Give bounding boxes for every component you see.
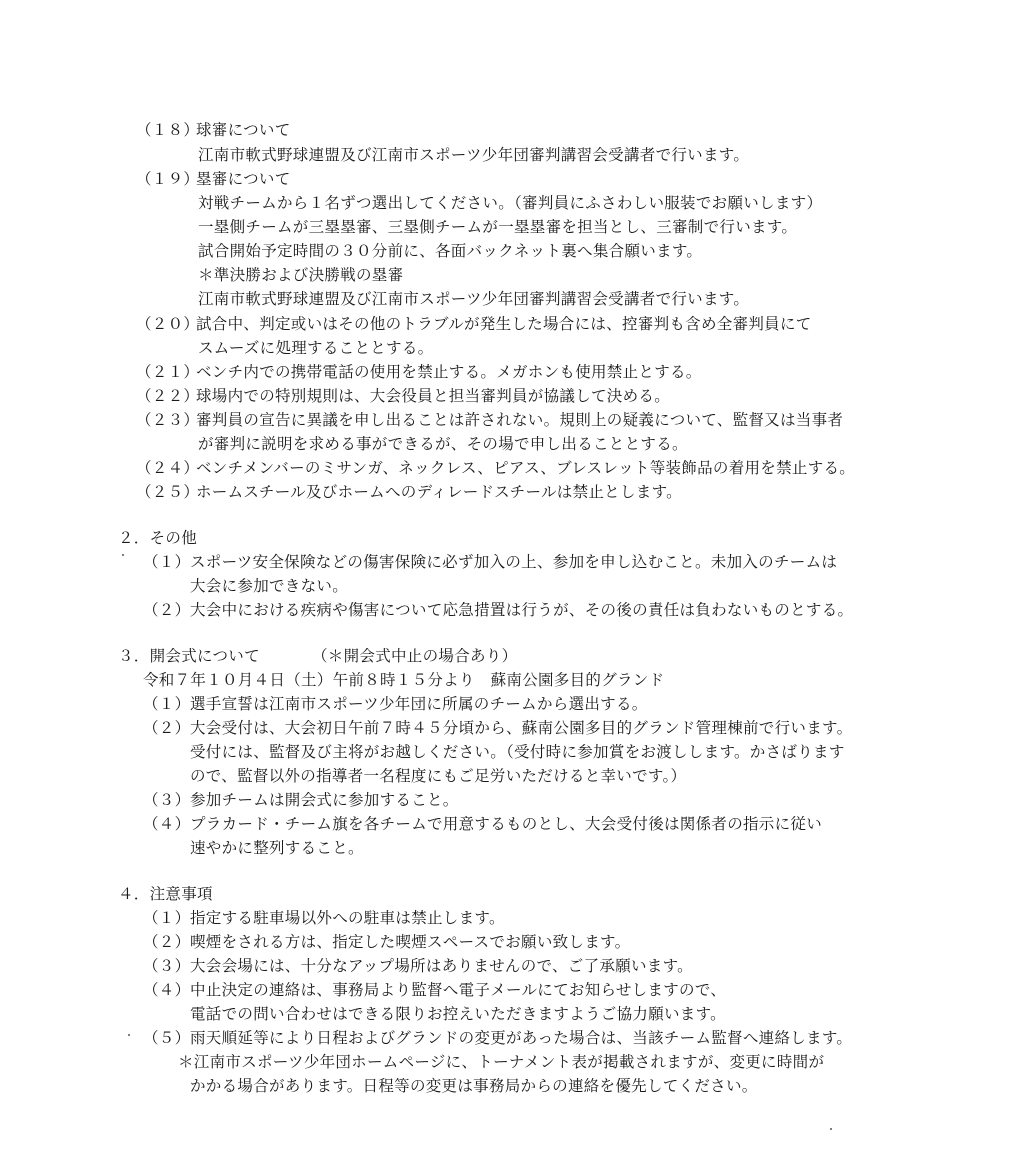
notes-item-1-text: 指定する駐車場以外への駐車は禁止します。 — [190, 909, 505, 927]
opening-item-4-continuation: 速やかに整列すること。 — [190, 839, 364, 857]
item-18-line: 江南市軟式野球連盟及び江南市スポーツ少年団審判講習会受講者で行います。 — [198, 146, 750, 164]
item-22-number: （２２） — [136, 387, 200, 405]
item-21-text: ベンチ内での携帯電話の使用を禁止する。メガホンも使用禁止とする。 — [196, 363, 702, 381]
opening-date: 令和７年１０月４日（土）午前８時１５分より 蘇南公園多目的グランド — [143, 671, 665, 689]
notes-item-5-text: 雨天順延等により日程およびグランドの変更があった場合は、当該チーム監督へ連絡します。 — [190, 1029, 853, 1047]
opening-item-2-continuation: 受付には、監督及び主将がお越しください。（受付時に参加賞をお渡しします。かさばります — [190, 743, 845, 761]
item-20-number: （２０） — [136, 315, 200, 333]
opening-item-4-number: （４） — [143, 815, 191, 833]
notes-item-4-continuation: 電話での問い合わせはできる限りお控えいただきますようご協力願います。 — [190, 1005, 726, 1023]
item-20-text: 試合中、判定或いはその他のトラブルが発生した場合には、控審判も含め全審判員にて — [196, 315, 812, 333]
opening-item-1-number: （１） — [143, 695, 191, 713]
opening-item-2-text: 大会受付は、大会初日午前７時４５分頃から、蘇南公園多目的グランド管理棟前で行います。 — [190, 719, 853, 737]
item-23-number: （２３） — [136, 411, 200, 429]
item-20-continuation: スムーズに処理することとする。 — [198, 339, 434, 357]
opening-note: （＊開会式中止の場合あり） — [312, 647, 518, 665]
notes-item-3-number: （３） — [143, 957, 191, 975]
item-19-line: 江南市軟式野球連盟及び江南市スポーツ少年団審判講習会受講者で行います。 — [198, 290, 750, 308]
item-19-title: 塁審について — [196, 170, 291, 188]
other-item-1-number: （１） — [143, 553, 191, 571]
notes-item-4-number: （４） — [143, 981, 191, 999]
item-19-line: 対戦チームから１名ずつ選出してください。（審判員にふさわしい服装でお願いします） — [198, 194, 823, 212]
notes-item-4-text: 中止決定の連絡は、事務局より監督へ電子メールにてお知らせしますので、 — [190, 981, 727, 999]
opening-item-4-text: プラカード・チーム旗を各チームで用意するものとし、大会受付後は関係者の指示に従い — [190, 815, 823, 833]
scan-speck — [830, 1128, 832, 1130]
other-item-1-text: スポーツ安全保険などの傷害保険に必ず加入の上、参加を申し込むこと。未加入のチームは — [190, 553, 838, 571]
opening-item-2-continuation: ので、監督以外の指導者一名程度にもご足労いただけると幸いです。） — [190, 767, 687, 785]
item-18-title: 球審について — [196, 121, 291, 139]
item-19-line: 一塁側チームが三塁塁審、三塁側チームが一塁塁審を担当とし、三審制で行います。 — [198, 218, 798, 236]
notes-item-2-number: （２） — [143, 933, 191, 951]
scan-speck — [128, 1034, 130, 1036]
opening-item-1-text: 選手宣誓は江南市スポーツ少年団に所属のチームから選出する。 — [190, 695, 648, 713]
other-item-2-number: （２） — [143, 601, 191, 619]
notes-item-5-continuation: ＊江南市スポーツ少年団ホームページに、トーナメント表が掲載されますが、変更に時間が — [178, 1053, 825, 1071]
notes-item-5-number: （５） — [143, 1029, 191, 1047]
section-heading: ４．注意事項 — [118, 885, 213, 903]
item-21-number: （２１） — [136, 363, 200, 381]
section-heading: ２．その他 — [118, 529, 198, 547]
notes-item-3-text: 大会会場には、十分なアップ場所はありませんので、ご了承願います。 — [190, 957, 693, 975]
notes-item-5-continuation: かかる場合があります。日程等の変更は事務局からの連絡を優先してください。 — [190, 1077, 758, 1095]
opening-item-2-number: （２） — [143, 719, 191, 737]
other-item-1-continuation: 大会に参加できない。 — [190, 577, 349, 595]
section-heading: ３．開会式について — [118, 647, 260, 665]
item-25-text: ホームスチール及びホームへのディレードスチールは禁止とします。 — [196, 483, 682, 501]
opening-item-3-number: （３） — [143, 791, 191, 809]
item-25-number: （２５） — [136, 483, 200, 501]
item-24-number: （２４） — [136, 459, 200, 477]
item-18-number: （１８） — [136, 121, 200, 139]
item-19-number: （１９） — [136, 170, 200, 188]
notes-item-1-number: （１） — [143, 909, 191, 927]
opening-item-3-text: 参加チームは開会式に参加すること。 — [190, 791, 459, 809]
item-19-line: ＊準決勝および決勝戦の塁審 — [198, 266, 404, 284]
item-24-text: ベンチメンバーのミサンガ、ネックレス、ピアス、ブレスレット等装飾品の着用を禁止する。 — [196, 459, 856, 477]
notes-item-2-text: 喫煙をされる方は、指定した喫煙スペースでお願い致します。 — [190, 933, 631, 951]
item-22-text: 球場内での特別規則は、大会役員と担当審判員が協議して決める。 — [196, 387, 671, 405]
item-23-continuation: が審判に説明を求める事ができるが、その場で申し出ることとする。 — [198, 435, 688, 453]
scan-speck — [122, 554, 124, 556]
other-item-2-text: 大会中における疾病や傷害について応急措置は行うが、その後の責任は負わないものとする。 — [190, 601, 854, 619]
item-23-text: 審判員の宣告に異議を申し出ることは許されない。規則上の疑義について、監督又は当事者 — [196, 411, 844, 429]
item-19-line: 試合開始予定時間の３０分前に、各面バックネット裏へ集合願います。 — [198, 242, 703, 260]
